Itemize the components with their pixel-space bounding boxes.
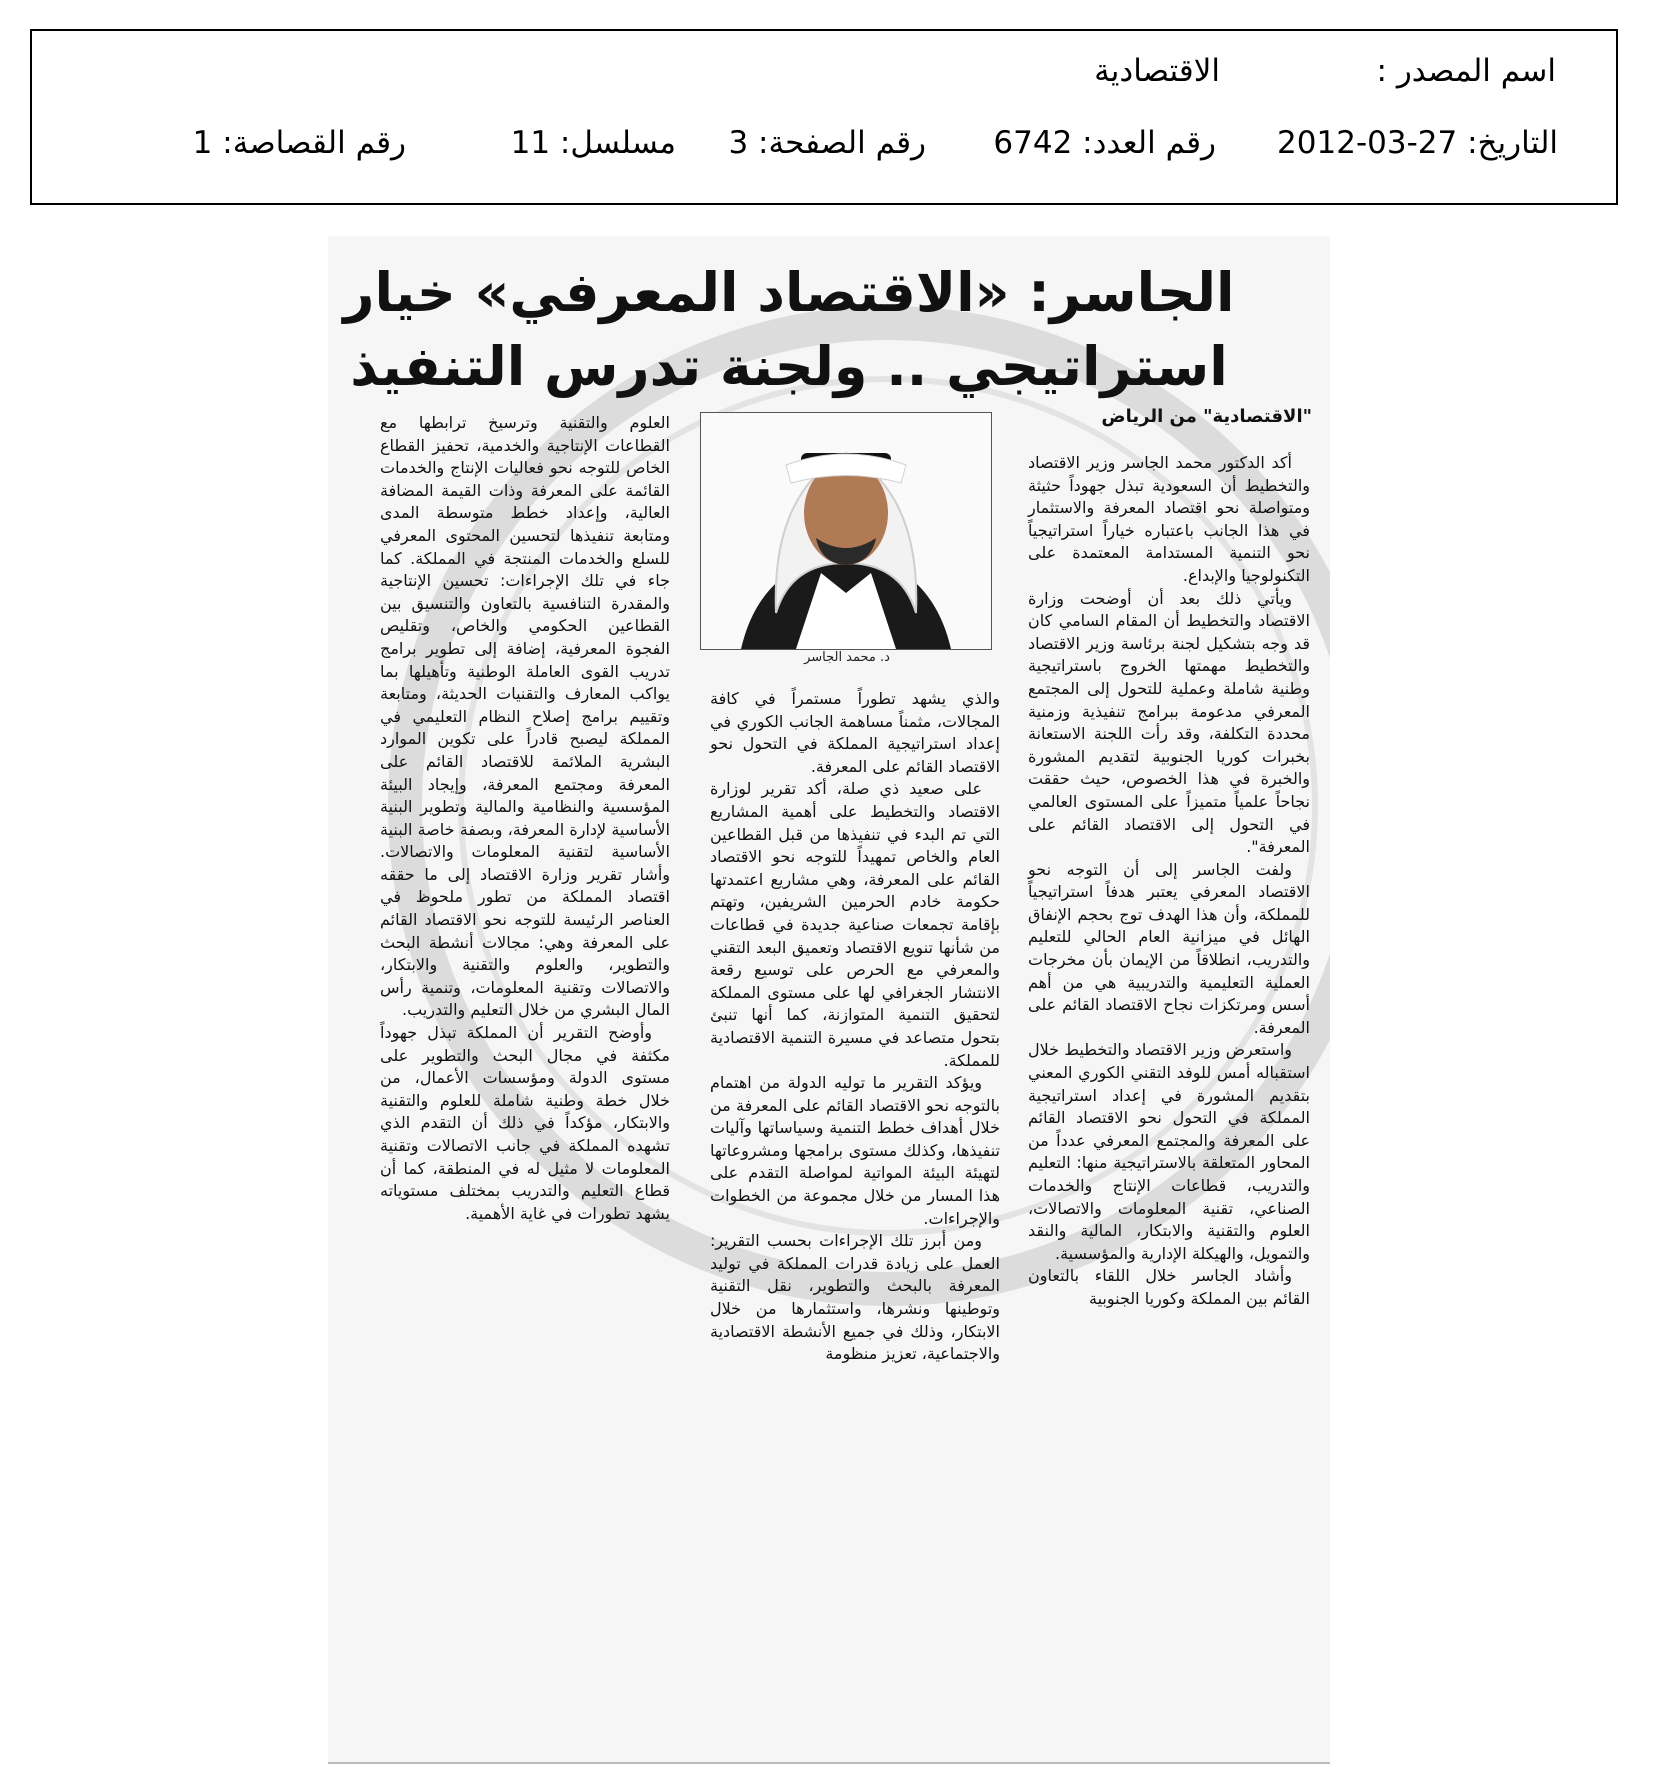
clipping-info-box [30, 29, 1618, 205]
paragraph: وأوضح التقرير أن المملكة تبذل جهوداً مكثفة في مجال البحث والتطوير على مستوى الدولة ومؤسسات الأعمال، من خلال خطة وطنية شاملة للعلوم والتقنية والابتكار، مؤكداً في ذلك أن التقدم الذي تشهده المملكة في جانب الاتصالات وتقنية المعلومات لا مثيل له في المنطقة، كما أن قطاع التعليم والتدريب بمختلف مستوياته يشهد تطورات في غاية الأهمية. [380, 1023, 670, 1223]
article-headline [328, 256, 1330, 404]
source-value: الاقتصادية [1094, 53, 1220, 89]
author-photo [700, 412, 992, 650]
headline-line-1: الجاسر: «الاقتصاد المعرفي» خيار [343, 261, 1235, 324]
paragraph: ويؤكد التقرير ما توليه الدولة من اهتمام بالتوجه نحو الاقتصاد القائم على المعرفة من خلال أهداف خطط التنمية وسياساتها وآليات تنفيذها، وكذلك مستوى برامجها ومشروعاتها لتهيئة البيئة المواتية لمواصلة التقدم على هذا المسار من خلال مجموعة من الخطوات والإجراءات. [710, 1073, 1000, 1228]
portrait-icon [701, 413, 991, 649]
paragraph: والذي يشهد تطوراً مستمراً في كافة المجالات، مثمناً مساهمة الجانب الكوري في إعداد استراتيجية المملكة في التحول نحو الاقتصاد القائم على المعرفة. [710, 689, 1000, 776]
article-column-left [380, 412, 670, 1225]
paragraph: ويأتي ذلك بعد أن أوضحت وزارة الاقتصاد والتخطيط أن المقام السامي كان قد وجه بتشكيل لجنة برئاسة وزير الاقتصاد والتخطيط مهمتها الخروج باستراتيجية وطنية شاملة وعملية للتحول إلى المجتمع المعرفي مدعومة ببرامج تنفيذية وزمنية محددة التكلفة، وقد رأت اللجنة الاستعانة بخبرات كوريا الجنوبية لتقديم المشورة والخبرة في هذا الخصوص، حيث حققت نجاحاً علمياً متميزاً على المستوى العالمي في التحول إلى الاقتصاد القائم على المعرفة". [1028, 588, 1310, 857]
clipping-number-field: رقم القصاصة: 1 [192, 125, 406, 161]
paragraph: وأشاد الجاسر خلال اللقاء بالتعاون القائم بين المملكة وكوريا الجنوبية [1028, 1266, 1310, 1308]
article-byline: "الاقتصادية" من الرياض [1101, 406, 1312, 427]
paragraph: على صعيد ذي صلة، أكد تقرير لوزارة الاقتصاد والتخطيط على أهمية المشاريع التي تم البدء في تنفيذها من قبل القطاعين العام والخاص تمهيداً للتوجه نحو الاقتصاد القائم على المعرفة، وهي مشاريع اعتمدتها حكومة خادم الحرمين الشريفين، وتهتم بإقامة تجمعات صناعية جديدة في قطاعات من شأنها تنويع الاقتصاد وتعميق البعد التقني والمعرفي مع الحرص على توسيع رقعة الانتشار الجغرافي لها على مستوى المملكة لتحقيق التنمية المتوازنة، كما أنها تنبئ بتحول متصاعد في مسيرة التنمية الاقتصادية للمملكة. [710, 779, 1000, 1070]
paragraph: ومن أبرز تلك الإجراءات بحسب التقرير: العمل على زيادة قدرات المملكة في توليد المعرفة بالبحث والتطوير، نقل التقنية وتوطينها ونشرها، واستثمارها من خلال الابتكار، وذلك في جميع الأنشطة الاقتصادية والاجتماعية، تعزيز منظومة [710, 1231, 1000, 1364]
article-column-middle [710, 688, 1000, 1366]
photo-caption: د. محمد الجاسر [804, 650, 890, 665]
article-column-right [1028, 452, 1310, 1311]
newspaper-clipping [328, 236, 1330, 1764]
paragraph: أكد الدكتور محمد الجاسر وزير الاقتصاد والتخطيط أن السعودية تبذل جهوداً حثيثة ومتواصلة نحو اقتصاد المعرفة والاستثمار في هذا الجانب باعتباره خياراً استراتيجياً نحو التنمية المستدامة المعتمدة على التكنولوجيا والإبداع. [1028, 453, 1310, 585]
source-label: اسم المصدر : [1376, 53, 1556, 89]
headline-line-2: استراتيجي .. ولجنة تدرس التنفيذ [350, 335, 1228, 398]
date-field: التاريخ: 27-03-2012 [1277, 125, 1558, 161]
bottom-rule [328, 1762, 1330, 1764]
paragraph: العلوم والتقنية وترسيخ ترابطها مع القطاعات الإنتاجية والخدمية، تحفيز القطاع الخاص للتوجه نحو فعاليات الإنتاج والخدمات القائمة على المعرفة وذات القيمة المضافة العالية، وإعداد خطط متوسطة المدى ومتابعة تنفيذها لتحسين المحتوى المعرفي للسلع والخدمات المنتجة في المملكة. كما جاء في تلك الإجراءات: تحسين الإنتاجية والمقدرة التنافسية بالتعاون والتنسيق بين القطاعين الحكومي والخاص، وتقليص الفجوة المعرفية، إضافة إلى تطوير برامج تدريب القوى العاملة الوطنية وتأهيلها بما يواكب المعارف والتقنيات الحديثة، ومتابعة وتقييم برامج إصلاح النظام التعليمي في المملكة ليصبح قادراً على تكوين الموارد البشرية الملائمة للاقتصاد القائم على المعرفة ومجتمع المعرفة، وإيجاد البيئة المؤسسية والنظامية والمالية وتطوير البنية الأساسية لإدارة المعرفة، وبصفة خاصة البنية الأساسية لتقنية المعلومات والاتصالات. وأشار تقرير وزارة الاقتصاد إلى ما حققه اقتصاد المملكة من تطور ملحوظ في العناصر الرئيسة للتوجه نحو الاقتصاد القائم على المعرفة وهي: مجالات أنشطة البحث والتطوير، والعلوم والتقنية والابتكار، والاتصالات وتقنية المعلومات، وتنمية رأس المال البشري من خلال التعليم والتدريب. [380, 413, 670, 1020]
paragraph: واستعرض وزير الاقتصاد والتخطيط خلال استقباله أمس للوفد التقني الكوري المعني بتقديم المشورة في إعداد استراتيجية المملكة في التحول نحو الاقتصاد القائم على المعرفة والمجتمع المعرفي عدداً من المحاور المتعلقة بالاستراتيجية منها: التعليم والتدريب، قطاعات الإنتاج والخدمات الصناعي، تقنية المعلومات والاتصالات، العلوم والتقنية والابتكار، المالية والنقد والتمويل، والهيكلة الإدارية والمؤسسية. [1028, 1040, 1310, 1263]
page-number-field: رقم الصفحة: 3 [728, 125, 926, 161]
issue-number-field: رقم العدد: 6742 [993, 125, 1216, 161]
serial-field: مسلسل: 11 [510, 125, 676, 161]
paragraph: ولفت الجاسر إلى أن التوجه نحو الاقتصاد المعرفي يعتبر هدفاً استراتيجياً للمملكة، وأن هذا الهدف توج بحجم الإنفاق الهائل في ميزانية العام الحالي للتعليم والتدريب، انطلاقاً من الإيمان بأن مخرجات العملية التعليمية والتدريبية هي من أهم أسس ومرتكزات نجاح الاقتصاد القائم على المعرفة. [1028, 859, 1310, 1037]
